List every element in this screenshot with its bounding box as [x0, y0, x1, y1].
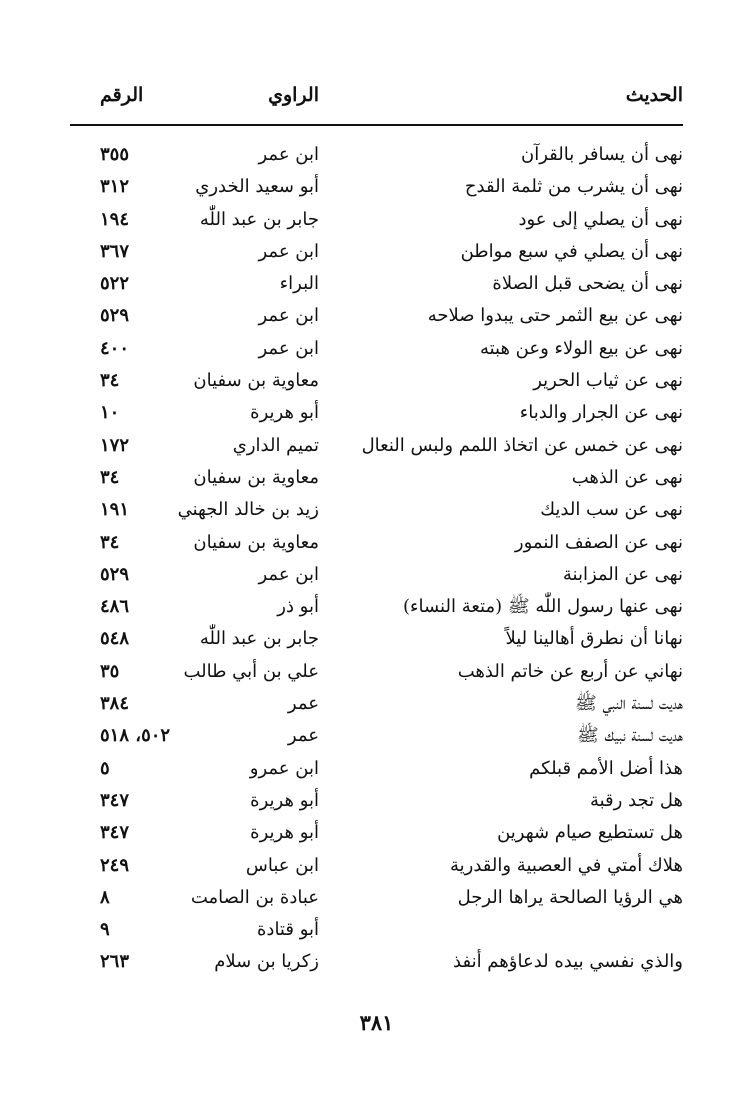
table-row — [70, 882, 683, 914]
table-row — [70, 139, 683, 171]
narrator-name: البراء — [279, 273, 319, 295]
hadith-text: نهى عن ثياب الحرير — [533, 370, 683, 392]
table-row — [70, 527, 683, 559]
table-row — [70, 430, 683, 462]
header-hadith: الحديث — [625, 84, 683, 106]
narrator-name: ابن عمر — [258, 144, 319, 165]
hadith-number: ٣٨٤ — [100, 693, 130, 715]
hadith-text: هل تستطيع صيام شهرين — [497, 822, 683, 844]
narrator-name: معاوية بن سفيان — [193, 531, 319, 553]
narrator-name: ابن عباس — [245, 854, 319, 876]
table-row — [70, 171, 683, 203]
table-row — [70, 333, 683, 365]
hadith-text: نهى أن يصلي في سبع مواطن — [460, 240, 683, 262]
narrator-name: معاوية بن سفيان — [193, 466, 319, 488]
hadith-text: نهى أن يشرب من ثلمة القدح — [464, 176, 683, 198]
hadith-text: هديت لسنة نبيك ﷺ — [577, 725, 683, 747]
table-row — [70, 462, 683, 494]
table-row — [70, 914, 683, 946]
narrator-name: أبو ذر — [277, 596, 319, 618]
table-row — [70, 753, 683, 785]
hadith-number: ٥٤٨ — [100, 628, 130, 650]
hadith-number: ٣٤٧ — [100, 822, 130, 844]
narrator-name: أبو هريرة — [250, 402, 319, 424]
hadith-text: نهى عن المزابنة — [562, 563, 683, 585]
narrator-name: ابن عمر — [258, 563, 319, 585]
narrator-name: ابن عمر — [258, 337, 319, 359]
table-row — [70, 688, 683, 720]
narrator-name: تميم الداري — [232, 434, 319, 456]
hadith-number: ٣٤ — [100, 466, 120, 488]
table-header — [70, 84, 683, 118]
hadith-number: ٣٦٧ — [100, 240, 130, 262]
table-row — [70, 300, 683, 332]
hadith-number: ٥٠٢، ٥١٨ — [100, 725, 171, 747]
hadith-text: هديت لسنة النبي ﷺ — [575, 693, 683, 715]
narrator-name: زيد بن خالد الجهني — [177, 499, 319, 521]
table-row — [70, 623, 683, 655]
narrator-name: زكريا بن سلام — [214, 951, 319, 973]
hadith-number: ٣٤ — [100, 370, 120, 392]
table-row — [70, 850, 683, 882]
narrator-name: جابر بن عبد اللّٰه — [199, 208, 319, 230]
hadith-number: ٢٦٣ — [100, 951, 130, 973]
hadith-number: ٢٤٩ — [100, 854, 130, 876]
hadith-number: ٤٨٦ — [100, 596, 130, 618]
table-row — [70, 591, 683, 623]
narrator-name: عمر — [287, 693, 319, 715]
hadith-number: ٣٥٥ — [100, 144, 130, 165]
header-narrator: الراوي — [268, 84, 319, 106]
hadith-number: ١٩٤ — [100, 208, 130, 230]
hadith-text: نهى عن بيع الثمر حتى يبدوا صلاحه — [427, 305, 683, 327]
hadith-text: نهى أن يصلي إلى عود — [518, 208, 683, 230]
hadith-text: نهانا أن نطرق أهالينا ليلاً — [505, 628, 683, 650]
hadith-text: والذي نفسي بيده لدعاؤهم أنفذ — [453, 951, 683, 973]
hadith-index-table — [70, 139, 683, 979]
hadith-text: نهى عن بيع الولاء وعن هبته — [479, 337, 683, 359]
narrator-name: ابن عمر — [258, 305, 319, 327]
hadith-text: نهى عن الصفف النمور — [514, 531, 683, 553]
hadith-number: ١٩١ — [100, 499, 130, 521]
hadith-number: ٨ — [100, 886, 110, 908]
hadith-number: ٥ — [100, 757, 110, 779]
table-row — [70, 656, 683, 688]
table-row — [70, 720, 683, 752]
hadith-number: ٣٤٧ — [100, 789, 130, 811]
narrator-name: أبو قتادة — [257, 919, 319, 941]
table-row — [70, 365, 683, 397]
hadith-number: ٤٠٠ — [100, 337, 130, 359]
hadith-number: ٣١٢ — [100, 176, 130, 198]
narrator-name: أبو هريرة — [250, 822, 319, 844]
table-row — [70, 268, 683, 300]
hadith-text: نهى أن يضحى قبل الصلاة — [492, 273, 683, 295]
hadith-number: ١٠ — [100, 402, 120, 424]
hadith-number: ٣٤ — [100, 531, 120, 553]
table-row — [70, 204, 683, 236]
table-row — [70, 785, 683, 817]
hadith-number: ٩ — [100, 919, 110, 941]
hadith-number: ١٧٢ — [100, 434, 130, 456]
hadith-number: ٣٥ — [100, 660, 120, 682]
hadith-text: نهى أن يسافر بالقرآن — [520, 144, 683, 165]
narrator-name: عبادة بن الصامت — [190, 886, 319, 908]
narrator-name: أبو سعيد الخدري — [195, 176, 319, 198]
hadith-number: ٥٢٩ — [100, 305, 130, 327]
table-row — [70, 817, 683, 849]
hadith-number: ٥٢٢ — [100, 273, 130, 295]
hadith-text: نهى عن الذهب — [571, 466, 683, 488]
hadith-text: هلاك أمتي في العصبية والقدرية — [449, 854, 683, 876]
hadith-text: هذا أضل الأمم قبلكم — [529, 757, 683, 779]
page-number: ٣٨١ — [359, 1010, 394, 1035]
table-row — [70, 397, 683, 429]
hadith-text: نهى عن الجرار والدباء — [519, 402, 683, 424]
narrator-name: ابن عمرو — [249, 757, 319, 779]
hadith-text: هل تجد رقبة — [589, 789, 683, 811]
narrator-name: معاوية بن سفيان — [193, 370, 319, 392]
hadith-text: نهاني عن أربع عن خاتم الذهب — [457, 660, 683, 682]
table-row — [70, 494, 683, 526]
table-row — [70, 236, 683, 268]
hadith-text: نهى عن سب الديك — [540, 499, 683, 521]
narrator-name: ابن عمر — [258, 240, 319, 262]
narrator-name: عمر — [287, 725, 319, 747]
narrator-name: جابر بن عبد اللّٰه — [199, 628, 319, 650]
hadith-text: هي الرؤيا الصالحة يراها الرجل — [457, 886, 683, 908]
narrator-name: علي بن أبي طالب — [183, 660, 319, 682]
hadith-number: ٥٢٩ — [100, 563, 130, 585]
table-row — [70, 559, 683, 591]
hadith-text: نهى عن خمس عن اتخاذ اللمم ولبس النعال — [361, 434, 683, 456]
header-number: الرقم — [100, 84, 144, 106]
narrator-name: أبو هريرة — [250, 789, 319, 811]
hadith-text: نهى عنها رسول اللّٰه ﷺ (متعة النساء) — [403, 596, 683, 618]
table-row — [70, 946, 683, 978]
header-divider — [70, 124, 683, 126]
